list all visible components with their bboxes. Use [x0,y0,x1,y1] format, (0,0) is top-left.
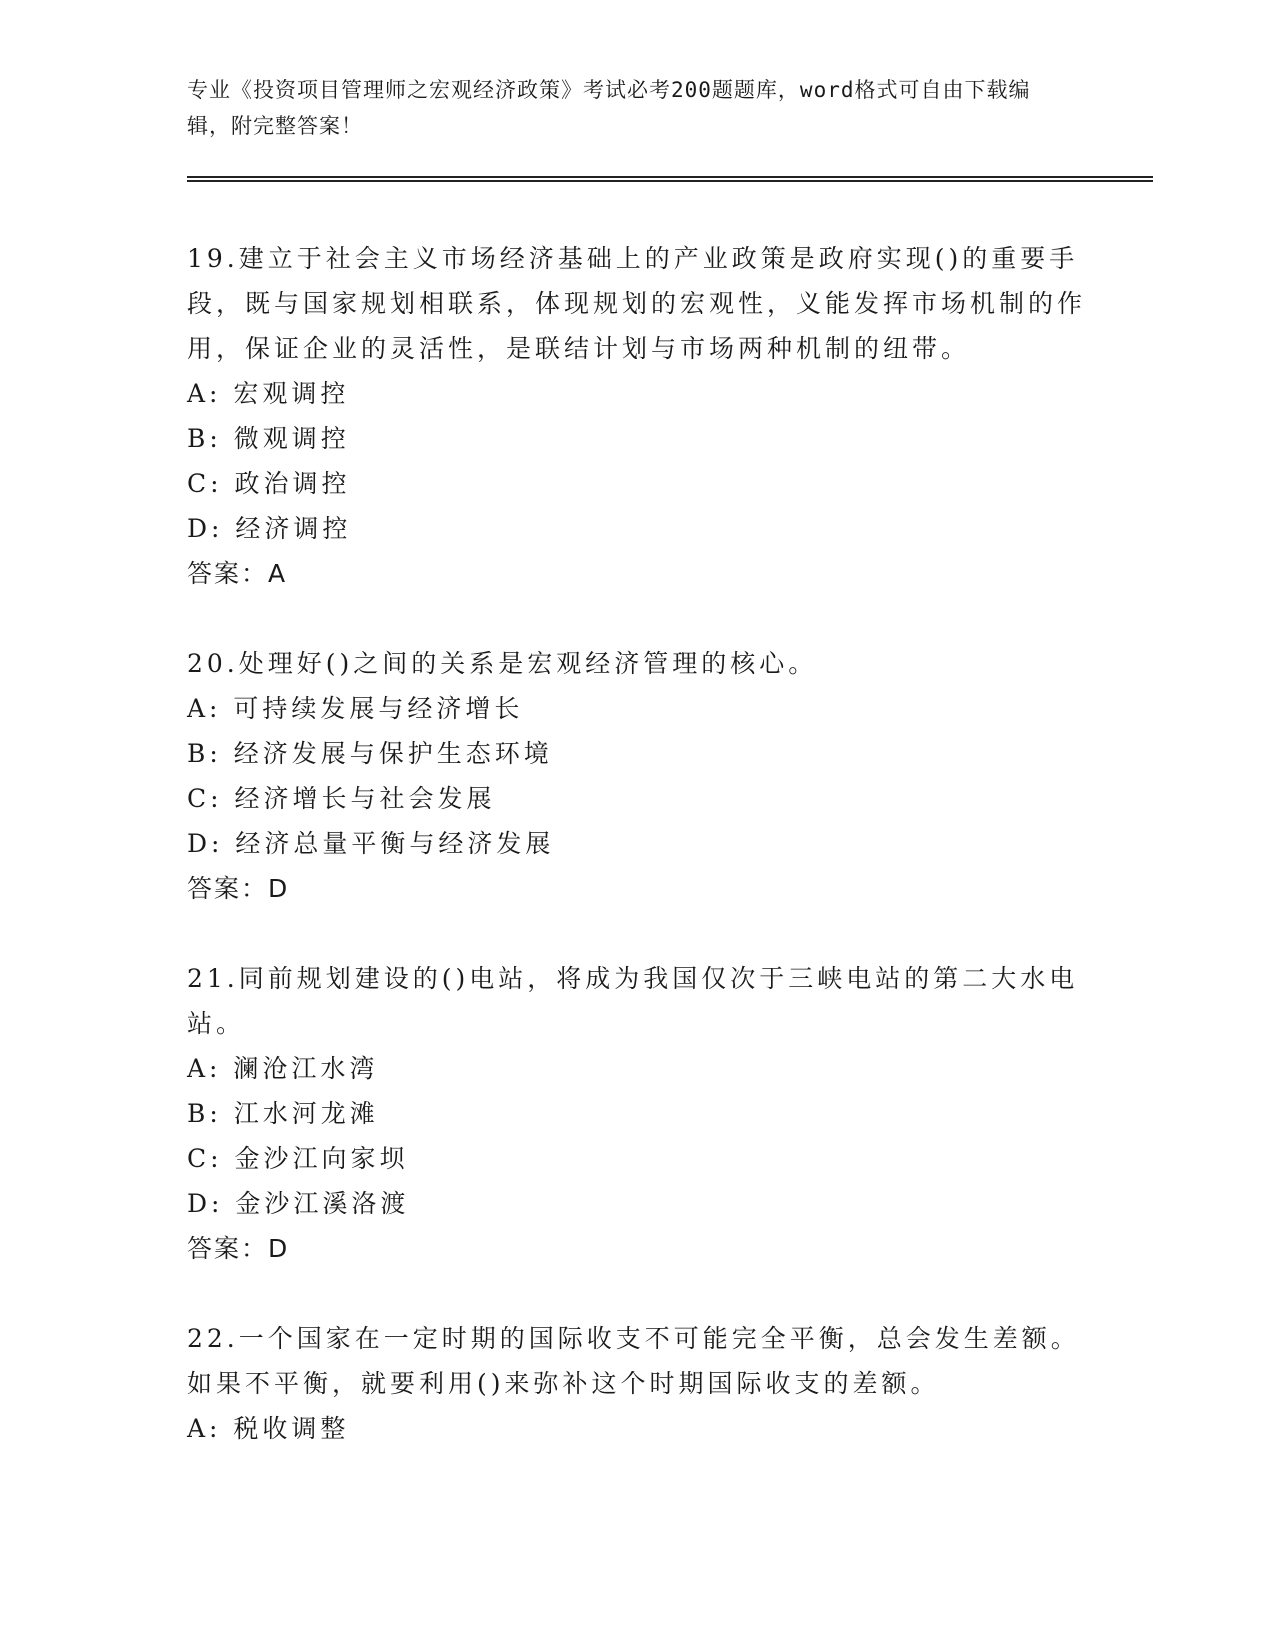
question-stem: 22.一个国家在一定时期的国际收支不可能完全平衡，总会发生差额。如果不平衡，就要利用()来弥补这个时期国际收支的差额。 [187,1324,1080,1398]
option-b: B: 江水河龙滩 [187,1099,379,1128]
option-b: B: 微观调控 [187,424,350,453]
option-d: D: 金沙江溪洛渡 [187,1189,410,1218]
document-header: 专业《投资项目管理师之宏观经济政策》考试必考200题题库，word格式可自由下载编辑，附完整答案！ [187,78,1031,138]
question-19 [187,236,1087,596]
header-divider [187,176,1153,182]
option-a: A: 澜沧江水湾 [187,1054,379,1083]
question-stem: 20.处理好()之间的关系是宏观经济管理的核心。 [187,649,818,678]
answer-line: 答案：D [187,874,290,903]
question-22 [187,1316,1087,1451]
question-list [187,236,1087,1496]
option-a: A: 税收调整 [187,1414,350,1443]
option-d: D: 经济总量平衡与经济发展 [187,829,555,858]
option-d: D: 经济调控 [187,514,352,543]
answer-line: 答案：D [187,1234,290,1263]
option-c: C: 政治调控 [187,469,351,498]
question-stem: 21.同前规划建设的()电站，将成为我国仅次于三峡电站的第二大水电站。 [187,964,1079,1038]
option-b: B: 经济发展与保护生态环境 [187,739,553,768]
option-c: C: 经济增长与社会发展 [187,784,496,813]
question-20 [187,641,1087,911]
option-a: A: 可持续发展与经济增长 [187,694,524,723]
option-c: C: 金沙江向家坝 [187,1144,409,1173]
option-a: A: 宏观调控 [187,379,350,408]
answer-line: 答案：A [187,559,288,588]
question-21 [187,956,1087,1271]
question-stem: 19.建立于社会主义市场经济基础上的产业政策是政府实现()的重要手段，既与国家规划相联系，体现规划的宏观性，义能发挥市场机制的作用，保证企业的灵活性，是联结计划与市场两种机制的纽带。 [187,244,1087,363]
